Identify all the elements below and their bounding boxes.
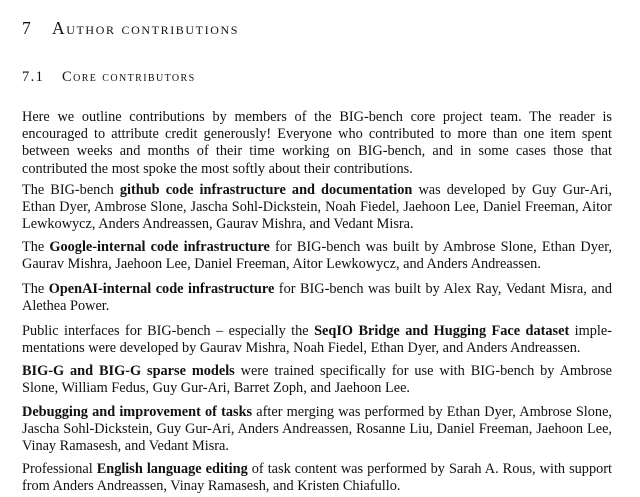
text-run: for BIG-bench was built by Alex Ray, Vedant Misra, and Alethea Power. [22,281,612,315]
text-run: The BIG-bench [22,182,120,198]
text-run: Public interfaces for BIG-bench – especially the [22,323,315,339]
bold-phrase: BIG-G and BIG-G sparse models [22,363,235,379]
bold-phrase: OpenAI-internal code infrastructure [48,281,275,297]
text-run: were trained specifically for use with BIG-bench by Ambrose Slone, William Fedus, Guy Gur-Ari, Barret Zoph, and Jaehoon Lee. [22,363,612,397]
bold-phrase: English language editing [96,461,248,477]
text-run: Here we outline contributions by members of the BIG-bench core project team. The reader is encouraged to attribute credit generously! Everyone who contributed to more than one item spent between weeks and months of their time working on BIG-bench, and in some cases those that contributed the most spoke the most softly about their contributions. [22,109,612,177]
text-run: was developed by Guy Gur-Ari, Ethan Dyer, Ambrose Slone, Jascha Sohl-Dickstein, Noah Fiedel, Jaehoon Lee, Daniel Freeman, Aitor Lewkowycz, Anders Andreassen, Gaurav Mishra, and Vedant Misra. [22,182,612,233]
subsection-heading [22,69,196,86]
section-title: Author contributions [52,18,240,38]
subsection-number: 7.1 [22,69,45,85]
bold-phrase: github code infrastructure and documentation [119,182,413,198]
text-run: Professional [22,461,97,477]
subsection-title: Core contributors [62,69,196,85]
text-run: The [22,239,50,255]
bold-phrase: Debugging and improvement of tasks [22,404,253,420]
text-run: implementations were developed by Gaurav Mishra, Noah Fiedel, Ethan Dyer, and Anders Andreassen. [22,323,612,357]
bold-phrase: SeqIO Bridge and Hugging Face dataset [314,323,570,339]
text-run: of task content was performed by Sarah A. Rous, with support from Anders Andreassen, Vinay Ramasesh, and Kristen Chiafullo. [22,461,612,495]
paragraph-language-editing [22,461,612,495]
text-run: The [22,281,49,297]
paragraph-google-infrastructure [22,239,612,273]
paragraph-big-g-models [22,363,612,397]
bold-phrase: Google-internal code infrastructure [49,239,270,255]
paragraph-openai-infrastructure [22,281,612,315]
paragraph-debugging-tasks [22,404,612,456]
text-run: for BIG-bench was built by Ambrose Slone, Ethan Dyer, Gaurav Mishra, Jaehoon Lee, Daniel Freeman, Aitor Lewkowycz, and Anders Andreassen. [22,239,612,273]
paragraph-public-interfaces [22,323,612,357]
section-heading [22,18,239,39]
paragraph-intro [22,109,612,178]
text-run: after merging was performed by Ethan Dyer, Ambrose Slone, Jascha Sohl-Dickstein, Guy Gur-Ari, Anders Andreassen, Rosanne Liu, Daniel Freeman, Jaehoon Lee, Vinay Ramasesh, and Vedant Misra. [22,404,612,455]
paragraph-github-infrastructure [22,182,612,234]
section-number: 7 [22,18,33,38]
